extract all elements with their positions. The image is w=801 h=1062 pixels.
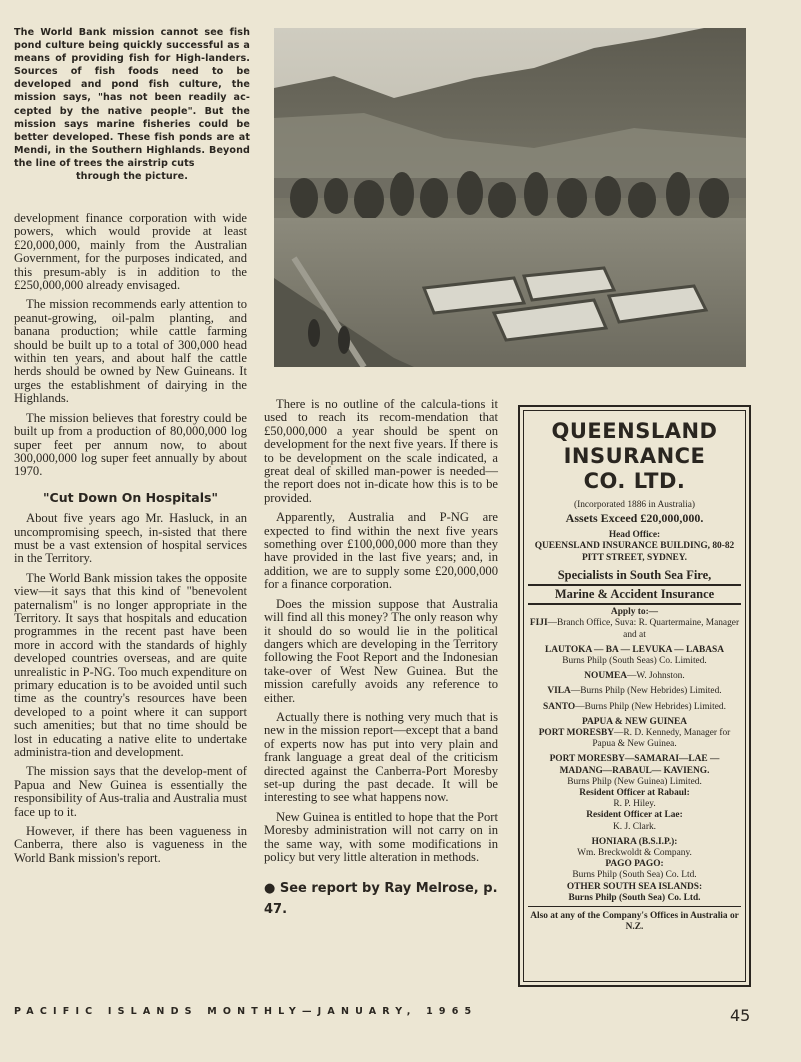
ad-agent: VILA—Burns Philp (New Hebrides) Limited. <box>547 686 722 697</box>
caption-text: The World Bank mission cannot see fish pond culture being quickly successful as a means of providing fish for High-landers. Sources of fish foods need to be developed and pond fish culture, the mission says, "has not been readily ac-cepted by the native people". But the mission says marine fisheries could be better developed. These fish ponds are at Mendi, in the Southern Highlands. Beyond the line of trees the airstrip cuts <box>14 27 250 169</box>
ad-assets: Assets Exceed £20,000,000. <box>565 511 704 526</box>
fish-ponds-photo <box>274 28 746 367</box>
ad-divider <box>528 906 741 907</box>
ad-agent: SANTO—Burns Philp (New Hebrides) Limited. <box>543 701 726 712</box>
ad-agent: PORT MORESBY—SAMARAI—LAE —MADANG—RABAUL— KAVIENG. Burns Philp (New Guinea) Limited. <box>549 754 720 787</box>
queensland-insurance-ad <box>518 405 751 987</box>
photo-caption <box>14 26 250 183</box>
ad-agent: FIJI—Branch Office, Suva: R. Quartermaine, Manager and at <box>529 618 740 640</box>
column1-paragraph: The mission recommends early attention to peanut-growing, oil-palm planting, and banana production; while cattle farming should be built up to a total of 300,000 head within ten years, and about half the cattle herds should be owned by New Guineans. It urges the establishment of dairying in the Highlands. <box>14 297 247 406</box>
subheading-cut-down-on-hospitals: "Cut Down On Hospitals" <box>43 489 218 505</box>
column2-paragraph: Actually there is nothing very much that is new in the mission report—except that a band of experts now has put into very plain and frank language a great deal of the criticism directed against the Canberra-Port Moresby set-up during the past decade. It will be interesting to see what happens now. <box>264 709 498 805</box>
article-column-2 <box>264 398 498 920</box>
running-footer: PACIFIC ISLANDS MONTHLY—JANUARY, 1965 <box>14 1006 478 1017</box>
article-column-1 <box>14 212 247 871</box>
ad-inner-frame <box>523 410 746 982</box>
see-report-text: See report by Ray Melrose, p. 47. <box>264 881 498 918</box>
ad-closing: Also at any of the Company's Offices in Australia or N.Z. <box>530 911 739 933</box>
ad-divider <box>528 603 741 605</box>
ad-agent: Resident Officer at Lae: K. J. Clark. <box>586 810 683 832</box>
column1-paragraph: The mission says that the develop-ment of Papua and New Guinea is essentially the responsibility of Aus-tralia and Australia must face up to it. <box>14 764 247 819</box>
ad-agent-list <box>528 618 741 904</box>
ad-agent: NOUMEA—W. Johnston. <box>584 671 685 682</box>
ad-apply: Apply to:— <box>610 607 659 618</box>
column1-paragraph: development finance corporation with wide powers, which would provide at least £20,000,000, mainly from the Australian Government, for the purposes indicated, and this presum-ably is in addition to the £250,000,000 already envisaged. <box>14 211 247 293</box>
ad-agent: HONIARA (B.S.I.P.): Wm. Breckwoldt & Company. <box>577 836 692 859</box>
ad-specialists: Specialists in South Sea Fire, <box>557 567 712 582</box>
column2-paragraph: New Guinea is entitled to hope that the Port Moresby administration will not carry on in the same way, with some modifications in policy but very little alteration in methods. <box>264 809 498 864</box>
column2-paragraph: Apparently, Australia and P-NG are expected to find within the next five years something over £100,000,000 more than they have provided in the last five years; and, in addition, we are to supply some £20,000,000 for a finance corporation. <box>264 510 498 592</box>
ad-agent: Resident Officer at Rabaul: R. P. Hiley. <box>579 788 690 810</box>
column1-paragraph: The mission believes that forestry could be built up from a production of 80,000,000 log super feet per annum now, to about 300,000,000 log super feet annually by about 1970. <box>14 410 247 479</box>
ad-head-office: QUEENSLAND INSURANCE BUILDING, 80-82 PITT STREET, SYDNEY. <box>534 541 735 563</box>
column1-paragraph: However, if there has been vagueness in Canberra, there also is vagueness in the World Bank mission's report. <box>14 824 247 865</box>
ad-agent: PORT MORESBY—R. D. Kennedy, Manager for Papua & New Guinea. <box>538 728 731 750</box>
ad-divider <box>528 584 741 586</box>
column1-paragraph: About five years ago Mr. Hasluck, in an uncompromising speech, in-sisted that there must be a vast extension of hospital services in the Territory. <box>14 511 247 566</box>
page-number: 45 <box>730 1006 751 1025</box>
column2-paragraph: There is no outline of the calcula-tions it used to reach its recom-mendation that £50,000,000 a year should be spent on development for the next five years. If there is to be development on the scale indicated, a great deal of skilled man-power is needed—the report does not in-dicate how this is to be provided. <box>264 397 498 505</box>
bullet-icon: ● <box>264 881 280 897</box>
ad-agent: OTHER SOUTH SEA ISLANDS: Burns Philp (South Sea) Co. Ltd. <box>566 881 703 903</box>
ad-title-line: INSURANCE <box>563 444 706 468</box>
ad-agent: PAPUA & NEW GUINEA <box>581 716 688 727</box>
ad-incorporated: (Incorporated 1886 in Australia) <box>573 500 696 510</box>
caption-last-line: through the picture. <box>75 171 188 183</box>
ad-agent: LAUTOKA — BA — LEVUKA — LABASA Burns Philp (South Seas) Co. Limited. <box>544 644 725 667</box>
column2-paragraph: Does the mission suppose that Australia will find all this money? The only reason why it should do so would lie in the political dangers which are developing in the Territory following the Foot Report and the Indonesian take-over of West New Guinea. But the mission carefully avoids any reference to either. <box>264 596 498 705</box>
ad-title-line: QUEENSLAND <box>551 419 718 443</box>
ad-marine: Marine & Accident Insurance <box>554 587 715 602</box>
ad-head-office-label: Head Office: <box>608 530 661 541</box>
see-report-link <box>264 878 498 920</box>
column1-paragraph: The World Bank mission takes the opposite view—it says that this kind of "benevolent paternalism" is no longer appropriate in the Territory. It says that hospitals and education programmes in the recent past have been more in accord with the standards of highly developed countries overseas, and are quite unrealistic in P-NG. Too much expenditure on primary education is to be avoided until such time as the country's resources have been developed to a point where it can support such amenities; but that no time should be lost in educating a native elite to undertake administra-tion and development. <box>14 570 247 760</box>
ad-title <box>528 419 741 494</box>
ad-agent: PAGO PAGO: Burns Philp (South Sea) Co. Ltd. <box>572 859 697 881</box>
ad-title-line: CO. LTD. <box>583 469 686 493</box>
